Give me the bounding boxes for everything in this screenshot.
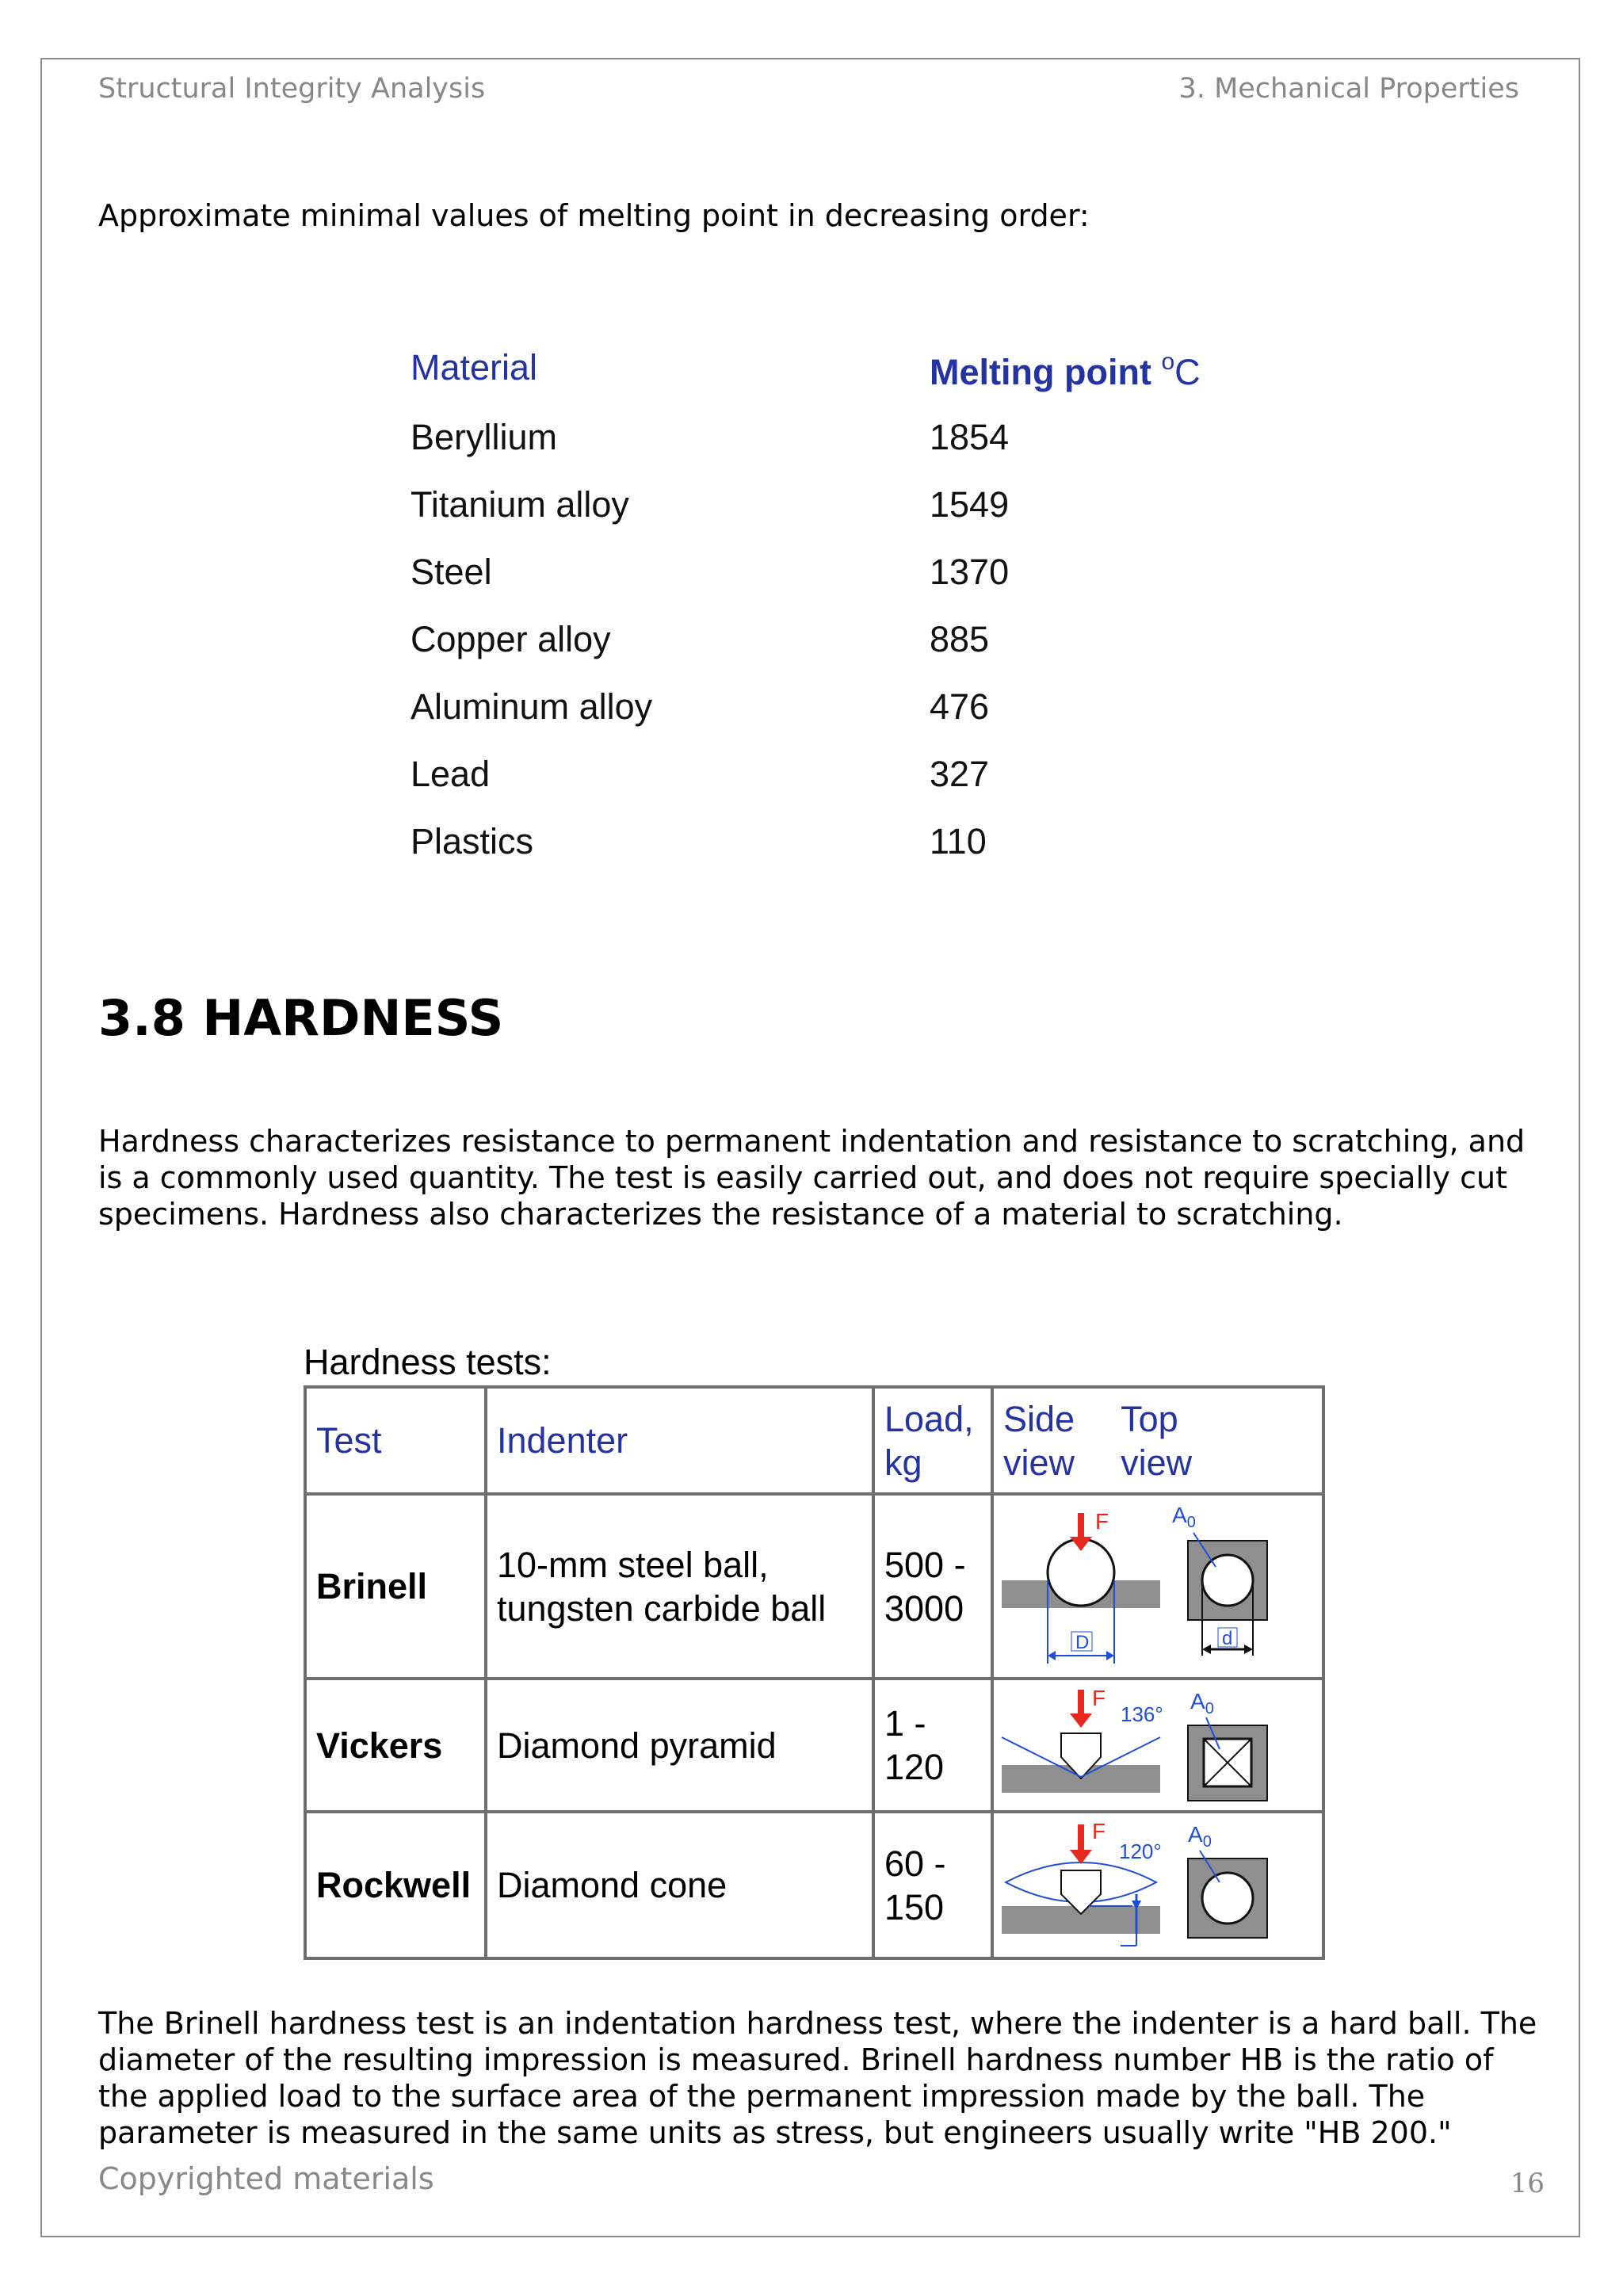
footer-copyright: Copyrighted materials	[98, 2161, 434, 2196]
load-cell: 60 - 150	[873, 1812, 992, 1958]
diameter-label-D: D	[1075, 1632, 1090, 1653]
brinell-paragraph: The Brinell hardness test is an indentation hardness test, where the indenter is a hard ball. The diameter of the resulting impression is measured. Brinell hardness number HB is the ratio of the applied load to the surface area of the permanent impression made by the ball. The parameter is measured in the same units as stress, but engineers usually write "HB 200."	[98, 2006, 1537, 2150]
material-name: Aluminum alloy	[411, 686, 653, 727]
section-heading: 3.8 HARDNESS	[98, 989, 504, 1047]
impression-circle	[1202, 1873, 1253, 1924]
arrowhead-icon	[1048, 1651, 1056, 1660]
vickers-top-view	[1188, 1689, 1267, 1801]
force-label: F	[1092, 1819, 1106, 1843]
page-number: 16	[1510, 2168, 1545, 2199]
test-name: Vickers	[305, 1679, 486, 1812]
melting-value: 885	[930, 619, 990, 659]
table-row	[411, 417, 1010, 458]
hardness-paragraph: Hardness characterizes resistance to permanent indentation and resistance to scratching, and is a commonly used quantity. The test is easily carried out, and does not require specially cut specimens. Hardness also characterizes the resistance of a material to scratching.	[98, 1124, 1526, 1232]
header-test: Test	[305, 1387, 486, 1494]
vickers-diagram	[992, 1679, 1323, 1812]
load-cell: 1 - 120	[873, 1679, 992, 1812]
force-arrow-icon	[1070, 1713, 1092, 1728]
intro-text: Approximate minimal values of melting point in decreasing order:	[98, 198, 1090, 233]
vickers-side-view	[1002, 1686, 1163, 1793]
area-label: $A_0$	[1172, 1503, 1196, 1531]
area-label: $A_0$	[1190, 1689, 1214, 1717]
brinell-top-view	[1172, 1503, 1267, 1656]
diameter-label-d: d	[1222, 1628, 1233, 1649]
table-row-vickers	[305, 1679, 1323, 1812]
header-indenter: Indenter	[486, 1387, 873, 1494]
arrowhead-icon	[1202, 1645, 1211, 1654]
column-header-melting-point: Melting point $^o$C	[930, 349, 1201, 392]
melting-value: 476	[930, 686, 990, 727]
table-row	[411, 484, 1010, 525]
material-name: Copper alloy	[411, 619, 611, 659]
brinell-diagram	[992, 1494, 1323, 1679]
melting-value: 1549	[930, 484, 1010, 525]
header-views	[992, 1387, 1323, 1494]
material-name: Beryllium	[411, 417, 558, 457]
hardness-table-caption: Hardness tests:	[304, 1342, 552, 1382]
hardness-tests-table	[304, 1385, 1325, 1960]
melting-value: 110	[930, 821, 987, 861]
brinell-side-view	[1002, 1509, 1160, 1664]
table-row-rockwell	[305, 1812, 1323, 1958]
header-top-view: Top view	[1121, 1398, 1193, 1483]
table-row	[411, 754, 990, 795]
header-load: Load, kg	[873, 1387, 992, 1494]
table-row	[411, 686, 990, 728]
table-row	[411, 619, 990, 660]
running-header-title: Structural Integrity Analysis	[98, 73, 486, 105]
melting-value: 1370	[930, 552, 1010, 592]
melting-value: 327	[930, 754, 990, 794]
melting-value: 1854	[930, 417, 1010, 457]
arrowhead-icon	[1106, 1651, 1114, 1660]
impression-circle	[1202, 1555, 1253, 1606]
area-label: $A_0$	[1188, 1822, 1212, 1851]
load-cell: 500 - 3000	[873, 1494, 992, 1679]
test-name: Rockwell	[305, 1812, 486, 1958]
force-label: F	[1095, 1509, 1109, 1534]
rockwell-side-view	[1002, 1819, 1162, 1946]
arrowhead-icon	[1244, 1645, 1253, 1654]
rockwell-top-view	[1188, 1822, 1267, 1938]
running-header-chapter: 3. Mechanical Properties	[1178, 73, 1519, 105]
indenter-cell: Diamond cone	[486, 1812, 873, 1958]
column-header-material: Material	[411, 347, 538, 388]
material-name: Titanium alloy	[411, 484, 629, 525]
material-name: Steel	[411, 552, 492, 592]
rockwell-diagram	[992, 1812, 1323, 1958]
indenter-cell: Diamond pyramid	[486, 1679, 873, 1812]
table-row	[411, 821, 987, 862]
test-name: Brinell	[305, 1494, 486, 1679]
angle-label: 136°	[1121, 1702, 1163, 1726]
material-name: Lead	[411, 754, 491, 794]
table-row	[411, 552, 1010, 593]
material-name: Plastics	[411, 821, 534, 861]
force-label: F	[1092, 1686, 1106, 1710]
indenter-cell: 10-mm steel ball, tungsten carbide ball	[486, 1494, 873, 1679]
table-header-row	[305, 1387, 1323, 1494]
table-row-brinell	[305, 1494, 1323, 1679]
header-side-view: Side view	[1003, 1398, 1075, 1483]
angle-label: 120°	[1119, 1839, 1162, 1863]
